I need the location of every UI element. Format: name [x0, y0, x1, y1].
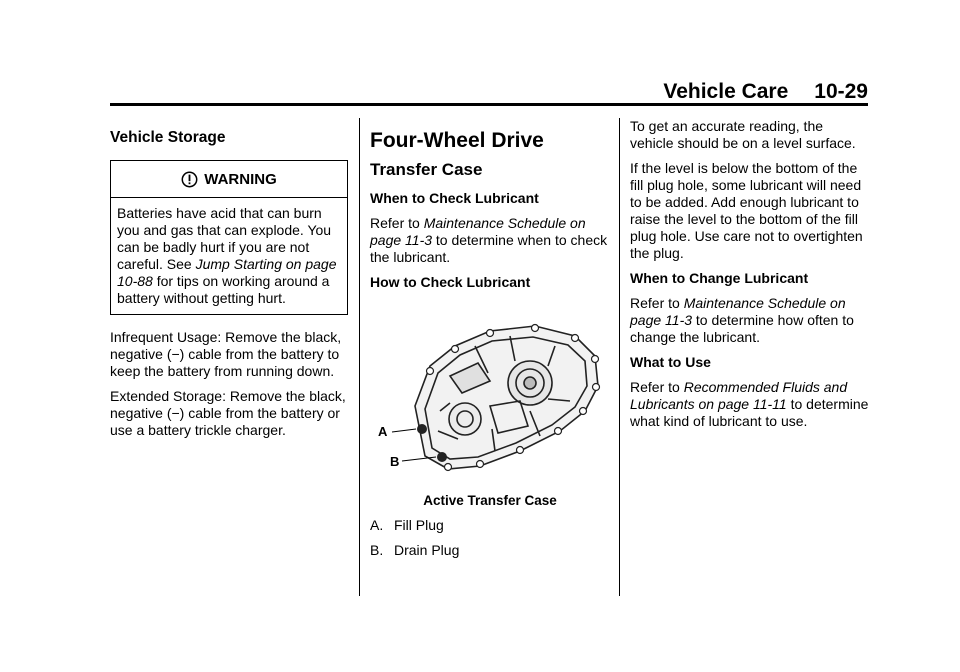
text-part: Refer to	[630, 295, 684, 311]
maintenance-schedule-link[interactable]: Maintenance Schedule on page 11-3	[370, 215, 586, 248]
extended-storage-text: Extended Storage: Remove the black, negative (−) cable from the battery or use a battery trickle charger.	[110, 388, 346, 438]
column-divider	[619, 118, 620, 596]
warning-icon	[181, 171, 198, 188]
header-rule	[110, 103, 868, 106]
vehicle-storage-heading: Vehicle Storage	[110, 129, 226, 146]
figure-label-a: A	[378, 424, 388, 439]
level-below-text: If the level is below the bottom of the fill plug hole, some lubricant will need to be added. Add enough lubricant to raise the level to the bottom of the fill plug hole. Use care not to overtighten the plug.	[630, 160, 863, 261]
when-to-check-text	[370, 215, 610, 266]
infrequent-usage-text: Infrequent Usage: Remove the black, negative (−) cable from the battery to keep the battery from running down.	[110, 329, 342, 379]
column-1	[110, 118, 350, 447]
transfer-case-illustration	[370, 311, 610, 486]
text-part: Refer to	[370, 215, 424, 231]
recommended-fluids-link[interactable]: Recommended Fluids and Lubricants on page 11-11	[630, 379, 848, 412]
how-to-check-heading: How to Check Lubricant	[370, 274, 531, 290]
text-part: to determine when to check the lubricant.	[370, 232, 608, 265]
figure-caption: Active Transfer Case	[423, 493, 557, 508]
legend-item	[370, 542, 610, 559]
legend-label: Drain Plug	[394, 542, 460, 558]
column-divider	[359, 118, 360, 596]
legend-key: A.	[370, 517, 384, 533]
column-3	[630, 118, 870, 438]
legend-label: Fill Plug	[394, 517, 444, 533]
text-part: Refer to	[630, 379, 684, 395]
four-wheel-drive-title: Four-Wheel Drive	[370, 129, 544, 152]
warning-text-part: for tips on working around a battery without getting hurt.	[117, 273, 330, 306]
what-to-use-text	[630, 379, 870, 430]
page-header	[663, 80, 868, 104]
warning-text-part: Batteries have acid that can burn you and gas that can explode. You can be badly hurt if you are not careful. See	[117, 205, 332, 272]
warning-header	[111, 161, 347, 198]
warning-title: WARNING	[204, 170, 277, 188]
jump-starting-link[interactable]: Jump Starting on page 10-88	[117, 256, 337, 289]
text-part: to determine what kind of lubricant to use.	[630, 396, 869, 429]
what-to-use-heading: What to Use	[630, 354, 711, 370]
warning-box	[110, 160, 348, 315]
header-page-number: 10-29	[814, 80, 868, 103]
maintenance-schedule-link[interactable]: Maintenance Schedule on page 11-3	[630, 295, 846, 328]
legend-key: B.	[370, 542, 384, 558]
when-to-change-heading: When to Change Lubricant	[630, 270, 809, 286]
when-to-change-text	[630, 295, 870, 346]
text-part: to determine how often to change the lubricant.	[630, 312, 854, 345]
figure-label-b: B	[390, 454, 400, 469]
warning-text	[111, 198, 347, 314]
when-to-check-heading: When to Check Lubricant	[370, 190, 539, 206]
header-section: Vehicle Care	[663, 80, 789, 103]
legend-item	[370, 517, 610, 534]
accurate-reading-text: To get an accurate reading, the vehicle should be on a level surface.	[630, 118, 856, 151]
column-2	[370, 118, 610, 567]
transfer-case-heading: Transfer Case	[370, 160, 483, 179]
